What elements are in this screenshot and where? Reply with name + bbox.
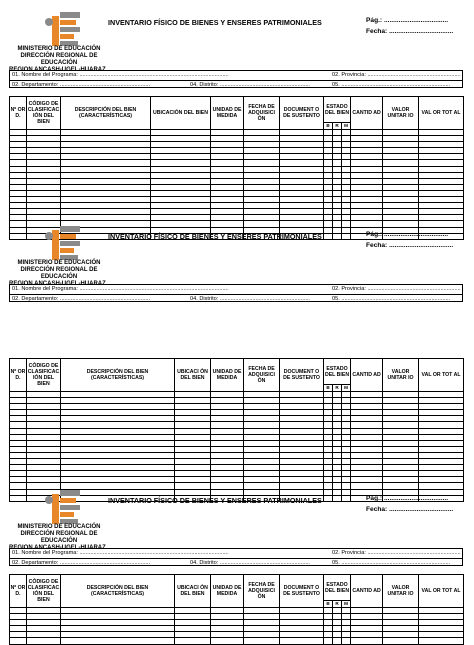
estado-regular: R (333, 385, 342, 392)
col-header-codigo: CÓDIGO DE CLASIFICAC IÓN DEL BIEN (27, 359, 61, 392)
table-cell[interactable] (10, 233, 27, 239)
col-header-orden: Nº OR D. (10, 575, 27, 608)
col-header-ubicacion: UBICACI ÓN DEL BIEN (175, 359, 211, 392)
col-header-unidad: UNIDAD DE MEDIDA (211, 97, 244, 130)
estado-regular: R (333, 601, 342, 608)
ministry-logo-icon (42, 488, 82, 528)
table-cell[interactable] (10, 638, 27, 644)
table-cell[interactable] (342, 233, 351, 239)
provincia-field: 02. Provincia: ............................................................ (332, 550, 461, 556)
ministry-heading: MINISTERIO DE EDUCACIÓN DIRECCIÓN REGIONAL DE EDUCACIÓN REGION ANCASH-UGEL-HUARAZ (9, 524, 106, 551)
table-cell[interactable] (342, 495, 351, 501)
estado-malo: M (342, 385, 351, 392)
col-header-valor-unitario: VALOR UNITAR IO (383, 97, 419, 130)
inventory-table (9, 358, 464, 502)
table-cell[interactable] (324, 495, 333, 501)
departamento-field: 02. Departamento: .......................................................... (12, 295, 151, 302)
form-title: INVENTARIO FÍSICO DE BIENES Y ENSERES PATRIMONIALES (108, 496, 322, 505)
col-header-valor-unitario: VALOR UNITAR IO (383, 575, 419, 608)
col-header-fecha: FECHA DE ADQUISICI ÓN (244, 97, 280, 130)
col-header-valor-total: VAL OR TOT AL (419, 359, 464, 392)
col-header-descripcion: DESCRIPCIÓN DEL BIEN (CARACTERÍSTICAS) (61, 575, 175, 608)
distrito-field: 04. Distrito: .......................................................... (190, 559, 310, 566)
page-number-field: Pág.: ................................... (366, 231, 449, 238)
table-cell[interactable] (175, 638, 211, 644)
ministry-heading: MINISTERIO DE EDUCACIÓN DIRECCIÓN REGIONAL DE EDUCACIÓN REGION ANCASH-UGEL-HUARAZ (9, 260, 106, 287)
date-field: Fecha: ................................... (366, 242, 454, 249)
table-cell[interactable] (280, 638, 324, 644)
col-header-cantidad: CANTID AD (351, 97, 383, 130)
table-cell[interactable] (333, 638, 342, 644)
date-field: Fecha: ................................... (366, 506, 454, 513)
col-header-ubicacion: UBICACIÓN DEL BIEN (151, 97, 211, 130)
programa-field: 01. Nombre del Programa: ................................................................................................ (12, 550, 229, 556)
page-number-field: Pág.: ................................... (366, 17, 449, 24)
table-cell[interactable] (244, 638, 280, 644)
inventory-table (9, 96, 464, 240)
col-header-descripcion: DESCRIPCIÓN DEL BIEN (CARACTERÍSTICAS) (61, 359, 175, 392)
table-cell[interactable] (383, 638, 419, 644)
inventory-table (9, 574, 464, 645)
ministry-logo-icon (42, 224, 82, 264)
page-number-field: Pág.: ................................... (366, 495, 449, 502)
col-header-valor-unitario: VALOR UNITAR IO (383, 359, 419, 392)
estado-bueno: B (324, 385, 333, 392)
table-cell[interactable] (324, 638, 333, 644)
otro-field: 05. ...................................................................... (332, 81, 451, 88)
form-title: INVENTARIO FÍSICO DE BIENES Y ENSERES PATRIMONIALES (108, 232, 322, 241)
col-header-codigo: CÓDIGO DE CLASIFICAC IÓN DEL BIEN (27, 575, 61, 608)
location-info-box (9, 548, 463, 566)
table-cell[interactable] (333, 233, 342, 239)
col-header-codigo: CÓDIGO DE CLASIFICAC IÓN DEL BIEN (27, 97, 61, 130)
departamento-field: 02. Departamento: .......................................................... (12, 81, 151, 88)
table-cell[interactable] (211, 638, 244, 644)
col-header-documento: DOCUMENT O DE SUSTENTO (280, 359, 324, 392)
table-cell[interactable] (419, 638, 464, 644)
estado-bueno: B (324, 123, 333, 130)
col-header-orden: Nº OR D. (10, 359, 27, 392)
col-header-valor-total: VAL OR TOT AL (419, 97, 464, 130)
table-cell[interactable] (324, 233, 333, 239)
table-cell[interactable] (27, 638, 61, 644)
col-header-estado: ESTADO DEL BIEN (324, 575, 351, 601)
col-header-fecha: FECHA DE ADQUISICI ÓN (244, 575, 280, 608)
col-header-valor-total: VAL OR TOT AL (419, 575, 464, 608)
col-header-cantidad: CANTID AD (351, 575, 383, 608)
table-cell[interactable] (342, 638, 351, 644)
col-header-documento: DOCUMENT O DE SUSTENTO (280, 575, 324, 608)
col-header-fecha: FECHA DE ADQUISICI ÓN (244, 359, 280, 392)
table-cell[interactable] (351, 638, 383, 644)
col-header-orden: Nº OR D. (10, 97, 27, 130)
provincia-field: 02. Provincia: ............................................................ (332, 286, 461, 292)
provincia-field: 02. Provincia: ............................................................ (332, 72, 461, 78)
departamento-field: 02. Departamento: .......................................................... (12, 559, 151, 566)
ministry-logo-icon (42, 10, 82, 50)
col-header-descripcion: DESCRIPCIÓN DEL BIEN (CARACTERÍSTICAS) (61, 97, 151, 130)
date-field: Fecha: ................................... (366, 28, 454, 35)
distrito-field: 04. Distrito: .......................................................... (190, 295, 310, 302)
otro-field: 05. ...................................................................... (332, 559, 451, 566)
location-info-box (9, 284, 463, 302)
table-cell[interactable] (61, 638, 175, 644)
distrito-field: 04. Distrito: .......................................................... (190, 81, 310, 88)
ministry-heading: MINISTERIO DE EDUCACIÓN DIRECCIÓN REGIONAL DE EDUCACIÓN REGION ANCASH-UGEL-HUARAZ (9, 46, 106, 73)
table-cell[interactable] (333, 495, 342, 501)
form-title: INVENTARIO FÍSICO DE BIENES Y ENSERES PATRIMONIALES (108, 18, 322, 27)
otro-field: 05. ...................................................................... (332, 295, 451, 302)
col-header-documento: DOCUMENT O DE SUSTENTO (280, 97, 324, 130)
col-header-estado: ESTADO DEL BIEN (324, 359, 351, 385)
programa-field: 01. Nombre del Programa: ................................................................................................ (12, 286, 229, 292)
col-header-ubicacion: UBICACI ÓN DEL BIEN (175, 575, 211, 608)
col-header-unidad: UNIDAD DE MEDIDA (211, 359, 244, 392)
estado-malo: M (342, 601, 351, 608)
col-header-unidad: UNIDAD DE MEDIDA (211, 575, 244, 608)
table-row (10, 638, 464, 644)
estado-bueno: B (324, 601, 333, 608)
estado-malo: M (342, 123, 351, 130)
col-header-estado: ESTADO DEL BIEN (324, 97, 351, 123)
estado-regular: R (333, 123, 342, 130)
table-cell[interactable] (10, 495, 27, 501)
col-header-cantidad: CANTID AD (351, 359, 383, 392)
location-info-box (9, 70, 463, 88)
programa-field: 01. Nombre del Programa: ................................................................................................ (12, 72, 229, 78)
